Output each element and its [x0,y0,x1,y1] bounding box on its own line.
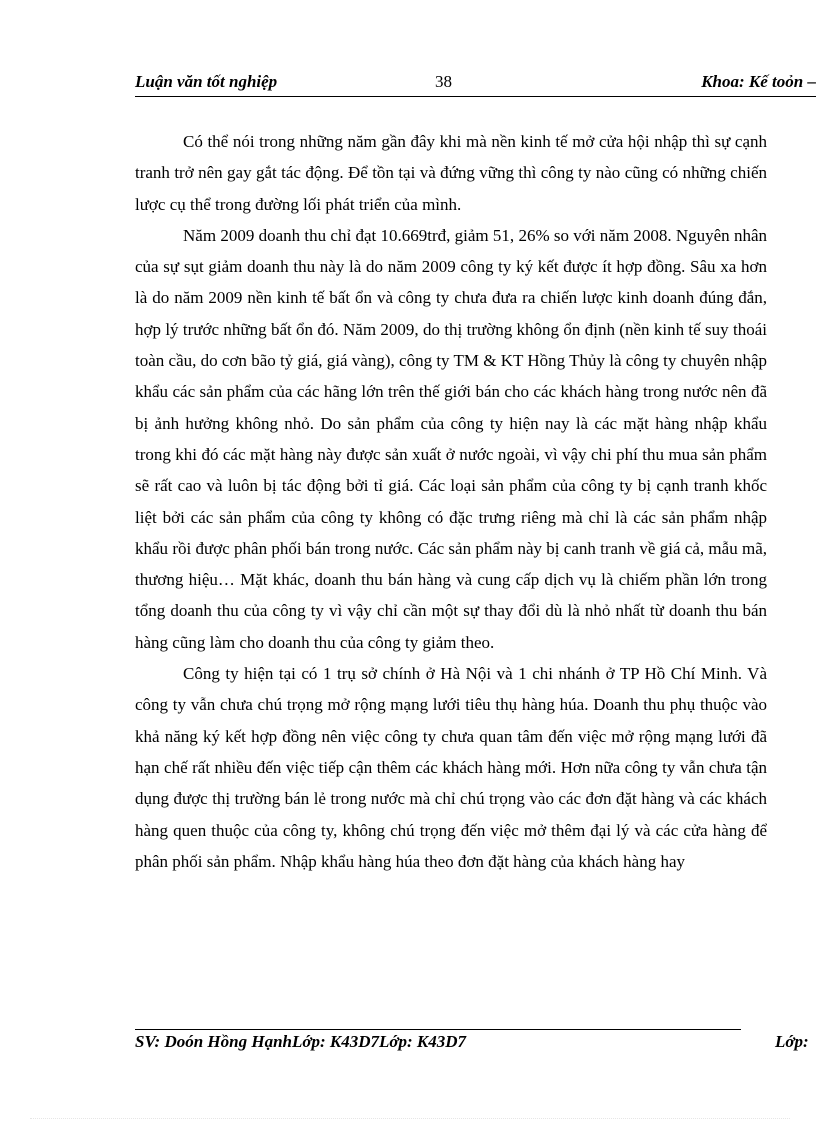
page-header [135,72,816,97]
page-number: 38 [435,72,452,91]
document-type-label: Luận văn tốt nghiệp [135,72,278,91]
body-text [135,126,767,877]
student-info: SV: Doón Hồng HạnhLớp: K43D7Lớp: K43D7 [135,1032,467,1051]
page-bottom-border [30,1118,790,1119]
paragraph-2: Năm 2009 doanh thu chỉ đạt 10.669trđ, giảm 51, 26% so với năm 2008. Nguyên nhân của sự sụt giảm doanh thu này là do năm 2009 công ty ký kết được ít hợp đồng. Sâu xa hơn là do năm 2009 nền kinh tế bất ổn và công ty chưa đưa ra chiến lược kinh doanh đúng đắn, hợp lý trước những bất ổn đó. Năm 2009, do thị trường không ổn định (nền kinh tế suy thoái toàn cầu, do cơn bão tỷ giá, giá vàng), công ty TM & KT Hồng Thủy là công ty chuyên nhập khẩu các sản phẩm của các hãng lớn trên thế giới bán cho các khách hàng trong nước nên đã bị ảnh hưởng không nhỏ. Do sản phẩm của công ty hiện nay là các mặt hàng nhập khẩu trong khi đó các mặt hàng này được sản xuất ở nước ngoài, vì vậy chi phí thu mua sản phẩm sẽ rất cao và luôn bị tác động bởi tỉ giá. Các loại sản phẩm của công ty bị cạnh tranh khốc liệt bởi các sản phẩm của công ty không có đặc trưng riêng mà chỉ là các sản phẩm nhập khẩu rồi được phân phối bán trong nước. Các sản phẩm này bị canh tranh về giá cả, mẫu mã, thương hiệu… Mặt khác, doanh thu bán hàng và cung cấp dịch vụ là chiếm phần lớn trong tổng doanh thu của công ty vì vậy chỉ cần một sự thay đổi dù là nhỏ nhất từ doanh thu bán hàng cũng làm cho doanh thu của công ty giảm theo. [135,225,767,652]
footer-divider [135,1029,741,1030]
class-label: Lớp: [775,1032,809,1051]
paragraph-3: Công ty hiện tại có 1 trụ sở chính ở Hà Nội và 1 chi nhánh ở TP Hồ Chí Minh. Và công ty vẫn chưa chú trọng mở rộng mạng lưới tiêu thụ hàng húa. Doanh thu phụ thuộc vào khả năng ký kết hợp đồng nên việc công ty chưa quan tâm đến việc mở rộng mạng lưới đã hạn chế rất nhiều đến việc tiếp cận thêm các khách hàng mới. Hơn nữa công ty vẫn chưa tận dụng được thị trường bán lẻ trong nước mà chỉ chú trọng vào các đơn đặt hàng và các khách hàng quen thuộc của công ty, không chú trọng đến việc mở thêm đại lý và các cửa hàng để phân phối sản phẩm. Nhập khẩu hàng húa theo đơn đặt hàng của khách hàng hay [135,664,767,871]
faculty-label: Khoa: Kế toỏn – [701,72,816,91]
paragraph-1: Có thể nói trong những năm gần đây khi mà nền kinh tế mở cửa hội nhập thì sự cạnh tranh trở nên gay gắt tác động. Để tồn tại và đứng vững thì công ty nào cũng có những chiến lược cụ thể trong đường lối phát triển của mình. [135,132,767,214]
